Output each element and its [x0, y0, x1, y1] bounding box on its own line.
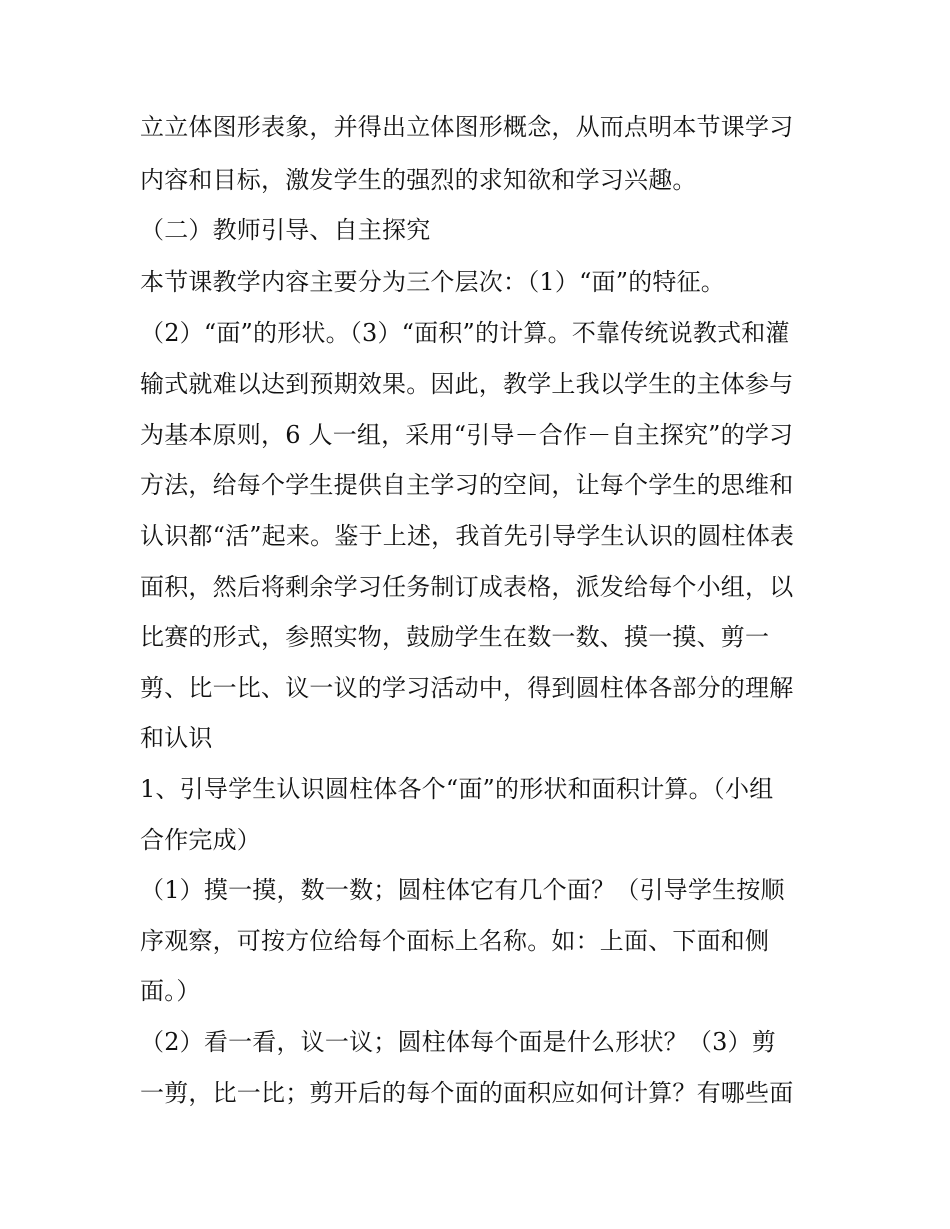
text-line: （2）看一看，议一议；圆柱体每个面是什么形状？（3）剪: [140, 1028, 776, 1056]
text-line: 面积，然后将剩余学习任务制订成表格，派发给每个小组，以: [140, 573, 794, 601]
text-line: 本节课教学内容主要分为三个层次：（1）“面”的特征。: [140, 268, 726, 296]
text-line: 输式就难以达到预期效果。因此，教学上我以学生的主体参与: [140, 370, 794, 398]
text-line: 面。）: [140, 977, 201, 1005]
text-line: 和认识: [140, 724, 213, 752]
text-line: （2）“面”的形状。（3）“面积”的计算。不靠传统说教式和灌: [140, 319, 790, 347]
text-line: 为基本原则，6 人一组，采用“引导－合作－自主探究”的学习: [140, 421, 794, 449]
text-line: 一剪，比一比；剪开后的每个面的面积应如何计算？有哪些面: [140, 1079, 794, 1107]
text-line: 合作完成）: [140, 826, 261, 854]
text-line: 立立体图形表象，并得出立体图形概念，从而点明本节课学习: [140, 113, 794, 141]
text-line: 比赛的形式，参照实物，鼓励学生在数一数、摸一摸、剪一: [140, 623, 770, 651]
text-line: 序观察，可按方位给每个面标上名称。如：上面、下面和侧: [140, 927, 770, 955]
text-line: 内容和目标，激发学生的强烈的求知欲和学习兴趣。: [140, 166, 697, 194]
text-line: 认识都“活”起来。鉴于上述，我首先引导学生认识的圆柱体表: [140, 522, 795, 550]
text-line: 方法，给每个学生提供自主学习的空间，让每个学生的思维和: [140, 471, 794, 499]
text-line: 剪、比一比、议一议的学习活动中，得到圆柱体各部分的理解: [140, 674, 794, 702]
section-heading: （二）教师引导、自主探究: [140, 216, 431, 244]
text-line: （1）摸一摸，数一数；圆柱体它有几个面？（引导学生按顺: [140, 876, 785, 904]
text-line: 1、引导学生认识圆柱体各个“面”的形状和面积计算。（小组: [140, 775, 774, 803]
